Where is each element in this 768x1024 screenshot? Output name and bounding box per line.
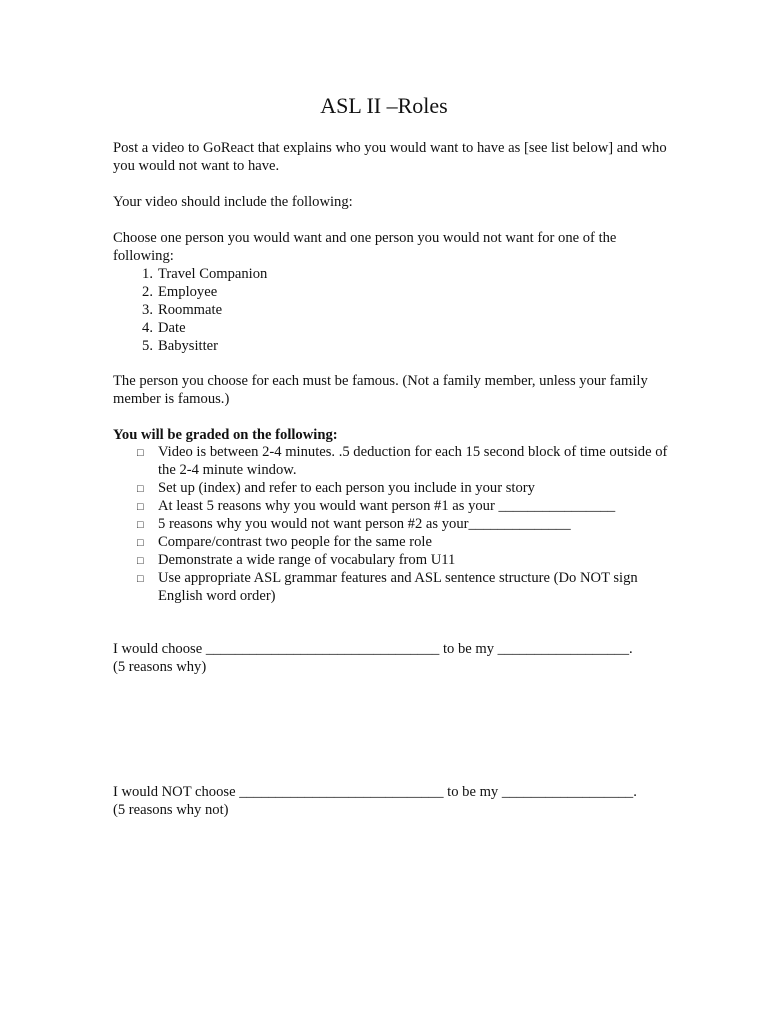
list-number: 5. [142, 338, 153, 354]
famous-note: The person you choose for each must be famous. (Not a family member, unless your family member is famous.) [113, 373, 648, 407]
role-label: Date [158, 320, 186, 336]
list-item [113, 443, 673, 479]
list-number: 1. [142, 266, 153, 282]
list-item [113, 533, 673, 551]
list-item [113, 319, 673, 337]
not-choose-subtext: (5 reasons why not) [113, 802, 229, 818]
checkbox-icon: □ [137, 537, 144, 549]
list-item [113, 497, 673, 515]
list-item [113, 283, 673, 301]
criterion-text: At least 5 reasons why you would want person #1 as your ________________ [158, 498, 616, 514]
list-item [113, 515, 673, 533]
list-item [113, 301, 673, 319]
graded-heading: You will be graded on the following: [113, 427, 338, 443]
list-number: 2. [142, 284, 153, 300]
document-title: ASL II –Roles [320, 93, 448, 118]
criterion-text: Use appropriate ASL grammar features and ASL sentence structure (Do NOT sign English word order) [158, 570, 638, 604]
checkbox-icon: □ [137, 447, 144, 459]
criterion-text: Video is between 2-4 minutes. .5 deduction for each 15 second block of time outside of the 2-4 minute window. [158, 444, 668, 478]
role-label: Babysitter [158, 338, 218, 354]
include-heading: Your video should include the following: [113, 194, 353, 210]
checkbox-icon: □ [137, 501, 144, 513]
criterion-text: Compare/contrast two people for the same role [158, 534, 432, 550]
list-item [113, 265, 673, 283]
intro-paragraph: Post a video to GoReact that explains who you would want to have as [see list below] and who you would not want to have. [113, 140, 667, 174]
list-item [113, 551, 673, 569]
criterion-text: Demonstrate a wide range of vocabulary from U11 [158, 552, 456, 568]
not-choose-line: I would NOT choose ____________________________ to be my __________________. [113, 784, 637, 800]
checkbox-icon: □ [137, 573, 144, 585]
list-number: 3. [142, 302, 153, 318]
choose-line: I would choose ________________________________ to be my __________________. [113, 641, 633, 657]
list-item [113, 337, 673, 355]
list-item [113, 569, 673, 605]
checkbox-icon: □ [137, 555, 144, 567]
roles-list [113, 265, 673, 355]
choose-instructions: Choose one person you would want and one person you would not want for one of the following: [113, 230, 617, 264]
checkbox-icon: □ [137, 483, 144, 495]
grading-criteria-list [113, 443, 673, 605]
criterion-text: 5 reasons why you would not want person #2 as your______________ [158, 516, 571, 532]
role-label: Travel Companion [158, 266, 268, 282]
list-number: 4. [142, 320, 153, 336]
criterion-text: Set up (index) and refer to each person you include in your story [158, 480, 535, 496]
checkbox-icon: □ [137, 519, 144, 531]
role-label: Roommate [158, 302, 223, 318]
role-label: Employee [158, 284, 218, 300]
choose-subtext: (5 reasons why) [113, 659, 207, 675]
list-item [113, 479, 673, 497]
